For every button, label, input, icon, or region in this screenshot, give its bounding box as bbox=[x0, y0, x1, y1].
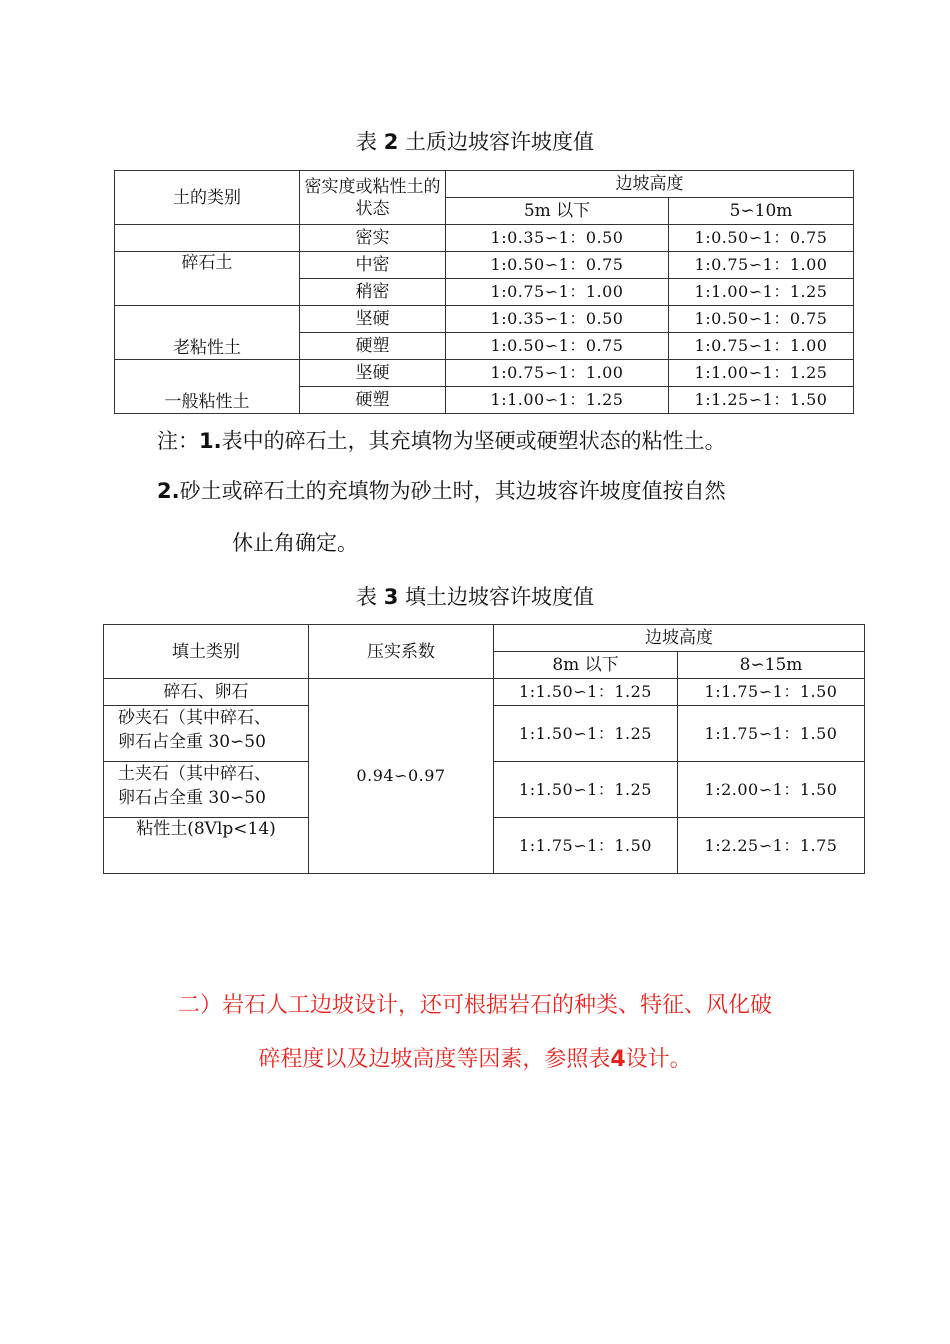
slope-cell: 1:2.00∽1：1.50 bbox=[678, 762, 865, 818]
table3-caption bbox=[0, 581, 950, 611]
note-1 bbox=[157, 426, 726, 456]
table3 bbox=[103, 624, 865, 874]
fill-type-line: 卵石占全重 30∽50 bbox=[118, 788, 266, 808]
fill-type-cell: 粘性土(8Vlp<14) bbox=[104, 818, 309, 874]
header-compaction: 压实系数 bbox=[309, 625, 494, 679]
slope-cell: 1:0.35∽1：0.50 bbox=[446, 306, 669, 333]
red-line-2-num: 4 bbox=[610, 1047, 626, 1072]
slope-cell: 1:1.25∽1：1.50 bbox=[669, 387, 854, 414]
slope-cell: 1:0.50∽1：0.75 bbox=[446, 333, 669, 360]
header-density-state: 密实度或粘性土的状态 bbox=[300, 171, 446, 225]
note-1-num: 1. bbox=[199, 429, 222, 453]
state-cell: 坚硬 bbox=[300, 360, 446, 387]
state-cell: 硬塑 bbox=[300, 387, 446, 414]
table3-caption-num: 3 bbox=[383, 585, 399, 609]
table2 bbox=[114, 170, 854, 414]
header-fill-type: 填土类别 bbox=[104, 625, 309, 679]
state-cell: 硬塑 bbox=[300, 333, 446, 360]
note-1-text: 表中的碎石土，其充填物为坚硬或硬塑状态的粘性土。 bbox=[221, 429, 726, 453]
table2-caption-prefix: 表 bbox=[356, 130, 377, 154]
slope-cell: 1:0.75∽1：1.00 bbox=[669, 252, 854, 279]
note-2 bbox=[157, 476, 726, 506]
soil-type-cell: 碎石土 bbox=[115, 252, 300, 306]
slope-cell: 1:0.75∽1：1.00 bbox=[669, 333, 854, 360]
slope-cell: 1:1.75∽1：1.50 bbox=[678, 679, 865, 706]
table2-caption-num: 2 bbox=[383, 130, 399, 154]
header-height-2: 5∽10m bbox=[669, 198, 854, 225]
slope-cell: 1:2.25∽1：1.75 bbox=[678, 818, 865, 874]
note-2-num: 2. bbox=[157, 479, 180, 503]
header-slope-height: 边坡高度 bbox=[446, 171, 854, 198]
slope-cell: 1:1.00∽1：1.25 bbox=[669, 279, 854, 306]
slope-cell: 1:0.50∽1：0.75 bbox=[669, 225, 854, 252]
state-cell: 中密 bbox=[300, 252, 446, 279]
fill-type-cell bbox=[104, 762, 309, 818]
compaction-value: 0.94∽0.97 bbox=[309, 679, 494, 874]
header-slope-height: 边坡高度 bbox=[494, 625, 865, 652]
slope-cell: 1:0.75∽1：1.00 bbox=[446, 360, 669, 387]
header-height-1: 8m 以下 bbox=[494, 652, 678, 679]
table3-caption-prefix: 表 bbox=[356, 585, 377, 609]
red-paragraph-line-1: 二）岩石人工边坡设计，还可根据岩石的种类、特征、风化破 bbox=[177, 993, 772, 1018]
red-line-2-text-a: 碎程度以及边坡高度等因素，参照表 bbox=[258, 1047, 611, 1072]
red-paragraph-line-2 bbox=[0, 1042, 950, 1073]
state-cell: 密实 bbox=[300, 225, 446, 252]
fill-type-cell bbox=[104, 706, 309, 762]
empty-cell bbox=[115, 225, 300, 252]
slope-cell: 1:1.75∽1：1.50 bbox=[678, 706, 865, 762]
soil-type-cell: 一般粘性土 bbox=[115, 360, 300, 414]
slope-cell: 1:1.50∽1：1.25 bbox=[494, 706, 678, 762]
fill-type-line: 卵石占全重 30∽50 bbox=[118, 732, 266, 752]
note-2-text: 砂土或碎石土的充填物为砂土时，其边坡容许坡度值按自然 bbox=[179, 479, 726, 503]
slope-cell: 1:0.50∽1：0.75 bbox=[669, 306, 854, 333]
slope-cell: 1:1.00∽1：1.25 bbox=[669, 360, 854, 387]
fill-type-cell: 碎石、卵石 bbox=[104, 679, 309, 706]
slope-cell: 1:0.50∽1：0.75 bbox=[446, 252, 669, 279]
note-prefix: 注： bbox=[157, 429, 199, 453]
slope-cell: 1:0.75∽1：1.00 bbox=[446, 279, 669, 306]
note-2-continued: 休止角确定。 bbox=[232, 531, 358, 555]
soil-type-cell: 老粘性土 bbox=[115, 306, 300, 360]
slope-cell: 1:0.35∽1：0.50 bbox=[446, 225, 669, 252]
table3-caption-title: 填土边坡容许坡度值 bbox=[405, 585, 594, 609]
header-soil-type: 土的类别 bbox=[115, 171, 300, 225]
table2-caption bbox=[0, 126, 950, 156]
state-cell: 坚硬 bbox=[300, 306, 446, 333]
header-height-2: 8∽15m bbox=[678, 652, 865, 679]
fill-type-line: 土夹石（其中碎石、 bbox=[118, 764, 271, 784]
slope-cell: 1:1.75∽1：1.50 bbox=[494, 818, 678, 874]
slope-cell: 1:1.00∽1：1.25 bbox=[446, 387, 669, 414]
table2-caption-title: 土质边坡容许坡度值 bbox=[405, 130, 594, 154]
state-cell: 稍密 bbox=[300, 279, 446, 306]
slope-cell: 1:1.50∽1：1.25 bbox=[494, 679, 678, 706]
red-line-2-text-b: 设计。 bbox=[625, 1047, 692, 1072]
slope-cell: 1:1.50∽1：1.25 bbox=[494, 762, 678, 818]
header-height-1: 5m 以下 bbox=[446, 198, 669, 225]
fill-type-line: 砂夹石（其中碎石、 bbox=[118, 708, 271, 728]
